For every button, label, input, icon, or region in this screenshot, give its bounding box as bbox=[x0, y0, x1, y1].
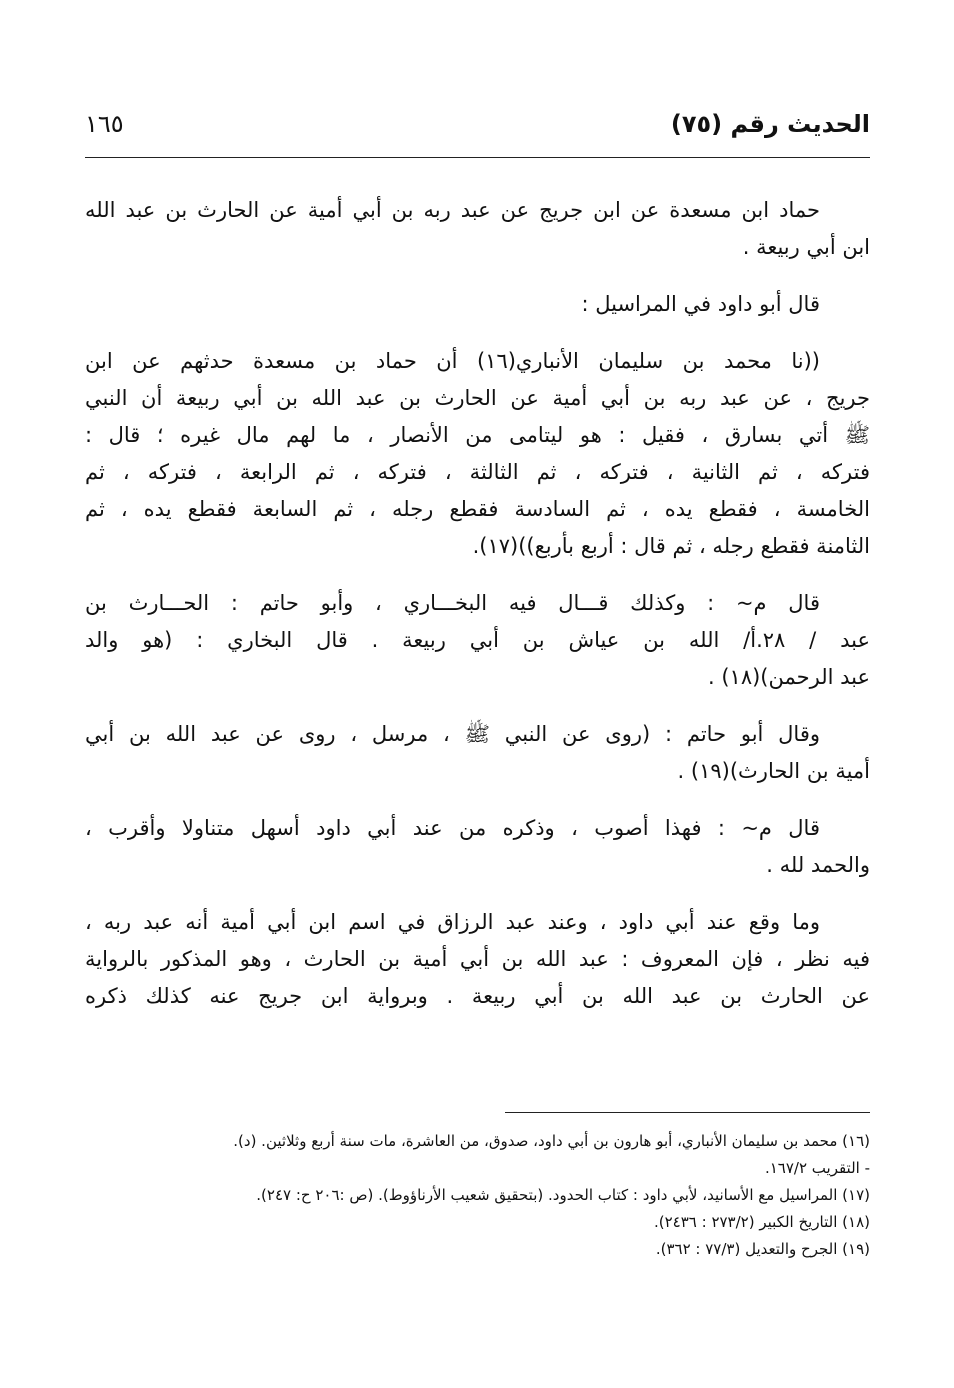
paragraph bbox=[85, 904, 870, 1015]
text-line: والحمد لله . bbox=[766, 853, 870, 877]
text-line: قال م~ : وكذلك قـــال فيه البخـــاري ، وأبو حاتم : الحـــارث بن bbox=[85, 591, 820, 615]
paragraph bbox=[85, 585, 870, 696]
paragraph bbox=[85, 343, 870, 565]
footnote: (١٦) محمد بن سليمان الأنباري، أبو هارون بن أبي داود، صدوق، من العاشرة، مات سنة أربع وثلاثين. (د). bbox=[233, 1132, 870, 1150]
text-line: فتركه ، ثم الثانية ، فتركه ، ثم الثالثة ، فتركه ، ثم الرابعة ، فتركه ، ثم bbox=[85, 460, 870, 484]
text-line: أمية بن الحارث)(١٩) . bbox=[677, 759, 870, 783]
main-text bbox=[85, 192, 870, 1035]
text-line: قال أبو داود في المراسيل : bbox=[581, 292, 820, 316]
footnote-rule bbox=[505, 1112, 870, 1113]
footnote: (١٨) التاريخ الكبير (٢٧٣/٢ : ٢٤٣٦). bbox=[653, 1213, 870, 1231]
paragraph bbox=[85, 810, 870, 884]
footnote: - التقريب ١٦٧/٢. bbox=[764, 1159, 870, 1177]
text-line: حماد ابن مسعدة عن ابن جريج عن عبد ربه بن أبي أمية عن الحارث بن عبد الله bbox=[85, 198, 820, 222]
text-line: الخامسة ، فقطع يده ، ثم السادسة فقطع رجله ، ثم السابعة فقطع يده ، ثم bbox=[85, 497, 870, 521]
text-line: وما وقع عند أبي داود ، وعند عبد الرزاق في اسم ابن أبي أمية أنه عبد ربه ، bbox=[85, 910, 820, 934]
footnote: (١٧) المراسيل مع الأسانيد، لأبي داود : كتاب الحدود. (بتحقيق شعيب الأرناؤوط). (ص :٢٠٦ ح: ٢٤٧). bbox=[256, 1186, 870, 1204]
footnotes bbox=[85, 1128, 870, 1263]
text-line: عن الحارث بن عبد الله بن أبي ربيعة . وبرواية ابن جريج عنه كذلك ذكره bbox=[85, 984, 870, 1008]
text-line: فيه نظر ، فإن المعروف : عبد الله بن أبي أمية بن الحارث ، وهو المذكور بالرواية bbox=[85, 947, 870, 971]
page-number: ١٦٥ bbox=[85, 110, 124, 138]
text-line: ((نا محمد بن سليمان الأنباري(١٦) أن حماد بن مسعدة حدثهم عن ابن bbox=[85, 349, 820, 373]
header-title: الحديث رقم (٧٥) bbox=[670, 110, 870, 138]
text-line: جريج ، عن عبد ربه بن أبي أمية عن الحارث بن عبد الله بن أبي ربيعة أن النبي bbox=[85, 386, 870, 410]
paragraph bbox=[85, 716, 870, 790]
text-line: عبد الرحمن)(١٨) . bbox=[708, 665, 870, 689]
text-line: الثامنة فقطع رجله ، ثم قال : أربع بأربع))(١٧). bbox=[472, 534, 870, 558]
text-line: قال م~ : فهذا أصوب ، وذكره من عند أبي داود أسهل متناولا وأقرب ، bbox=[85, 816, 820, 840]
paragraph bbox=[85, 192, 870, 266]
running-header bbox=[85, 110, 870, 150]
footnote: (١٩) الجرح والتعديل (٧٧/٣ : ٣٦٢). bbox=[655, 1240, 870, 1258]
paragraph bbox=[85, 286, 870, 323]
text-line: ابن أبي ربيعة . bbox=[742, 235, 870, 259]
text-line: عبد / ٢٨.أ/ الله بن عياش بن أبي ربيعة . قال البخاري : (هو والد bbox=[85, 628, 870, 652]
text-line: وقال أبو حاتم : (روى عن النبي ﷺ ، مرسل ، روى عن عبد الله بن أبي bbox=[85, 722, 820, 746]
header-rule bbox=[85, 157, 870, 158]
text-line: ﷺ أتي بسارق ، فقيل : هو ليتامى من الأنصار ، ما لهم مال غيره ؛ قال : bbox=[85, 423, 870, 447]
